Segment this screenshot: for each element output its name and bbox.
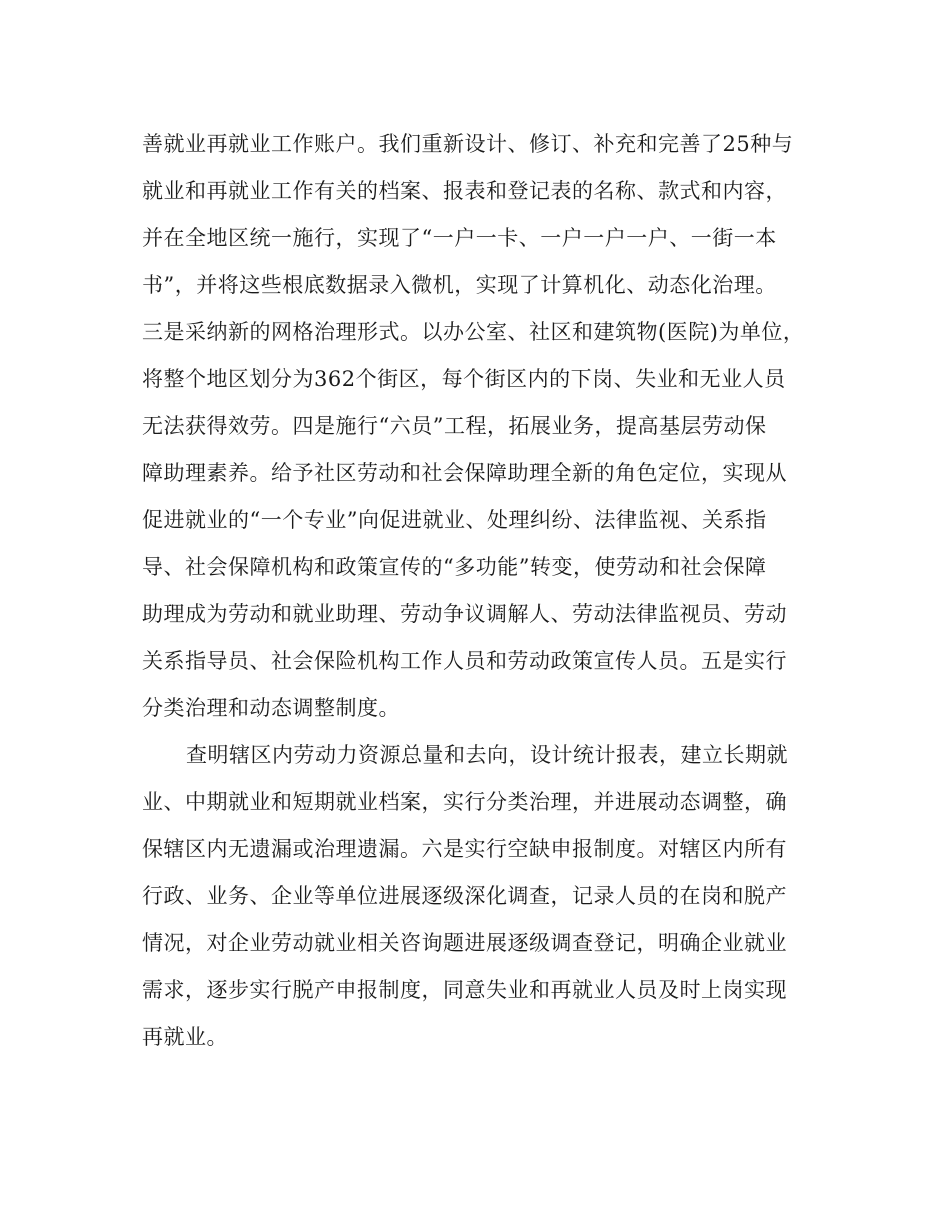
text-line: 并在全地区统一施行，实现了“一户一卡、一户一户一户、一街一本	[142, 226, 777, 250]
text-line: 查明辖区内劳动力资源总量和去向，设计统计报表，建立长期就	[186, 743, 788, 767]
text-line: 就业和再就业工作有关的档案、报表和登记表的名称、款式和内容，	[142, 179, 787, 203]
text-line: 促进就业的“一个专业”向促进就业、处理纠纷、法律监视、关系指	[142, 508, 767, 532]
text-line: 行政、业务、企业等单位进展逐级深化调查，记录人员的在岗和脱产	[142, 884, 787, 908]
text-line: 再就业。	[142, 1025, 228, 1049]
text-line: 情况，对企业劳动就业相关咨询题进展逐级调查登记，明确企业就业	[142, 931, 787, 955]
text-line: 导、社会保障机构和政策宣传的“多功能”转变，使劳动和社会保障	[142, 555, 767, 579]
text-line: 障助理素养。给予社区劳动和社会保障助理全新的角色定位，实现从	[142, 461, 787, 485]
text-line: 分类治理和动态调整制度。	[142, 696, 400, 720]
text-line: 三是采纳新的网格治理形式。以办公室、社区和建筑物(医院)为单位，	[142, 320, 805, 344]
text-line: 助理成为劳动和就业助理、劳动争议调解人、劳动法律监视员、劳动	[142, 602, 787, 626]
text-line: 关系指导员、社会保险机构工作人员和劳动政策宣传人员。五是实行	[142, 649, 787, 673]
text-line: 无法获得效劳。四是施行“六员”工程，拓展业务，提高基层劳动保	[142, 414, 767, 438]
text-line: 书”，并将这些根底数据录入微机，实现了计算机化、动态化治理。	[142, 273, 777, 297]
text-line: 需求，逐步实行脱产申报制度，同意失业和再就业人员及时上岗实现	[142, 978, 787, 1002]
text-line: 保辖区内无遗漏或治理遗漏。六是实行空缺申报制度。对辖区内所有	[142, 837, 787, 861]
text-line: 业、中期就业和短期就业档案，实行分类治理，并进展动态调整，确	[142, 790, 787, 814]
text-line: 将整个地区划分为362个街区，每个街区内的下岗、失业和无业人员	[142, 367, 786, 391]
text-line: 善就业再就业工作账户。我们重新设计、修订、补充和完善了25种与	[142, 132, 794, 156]
